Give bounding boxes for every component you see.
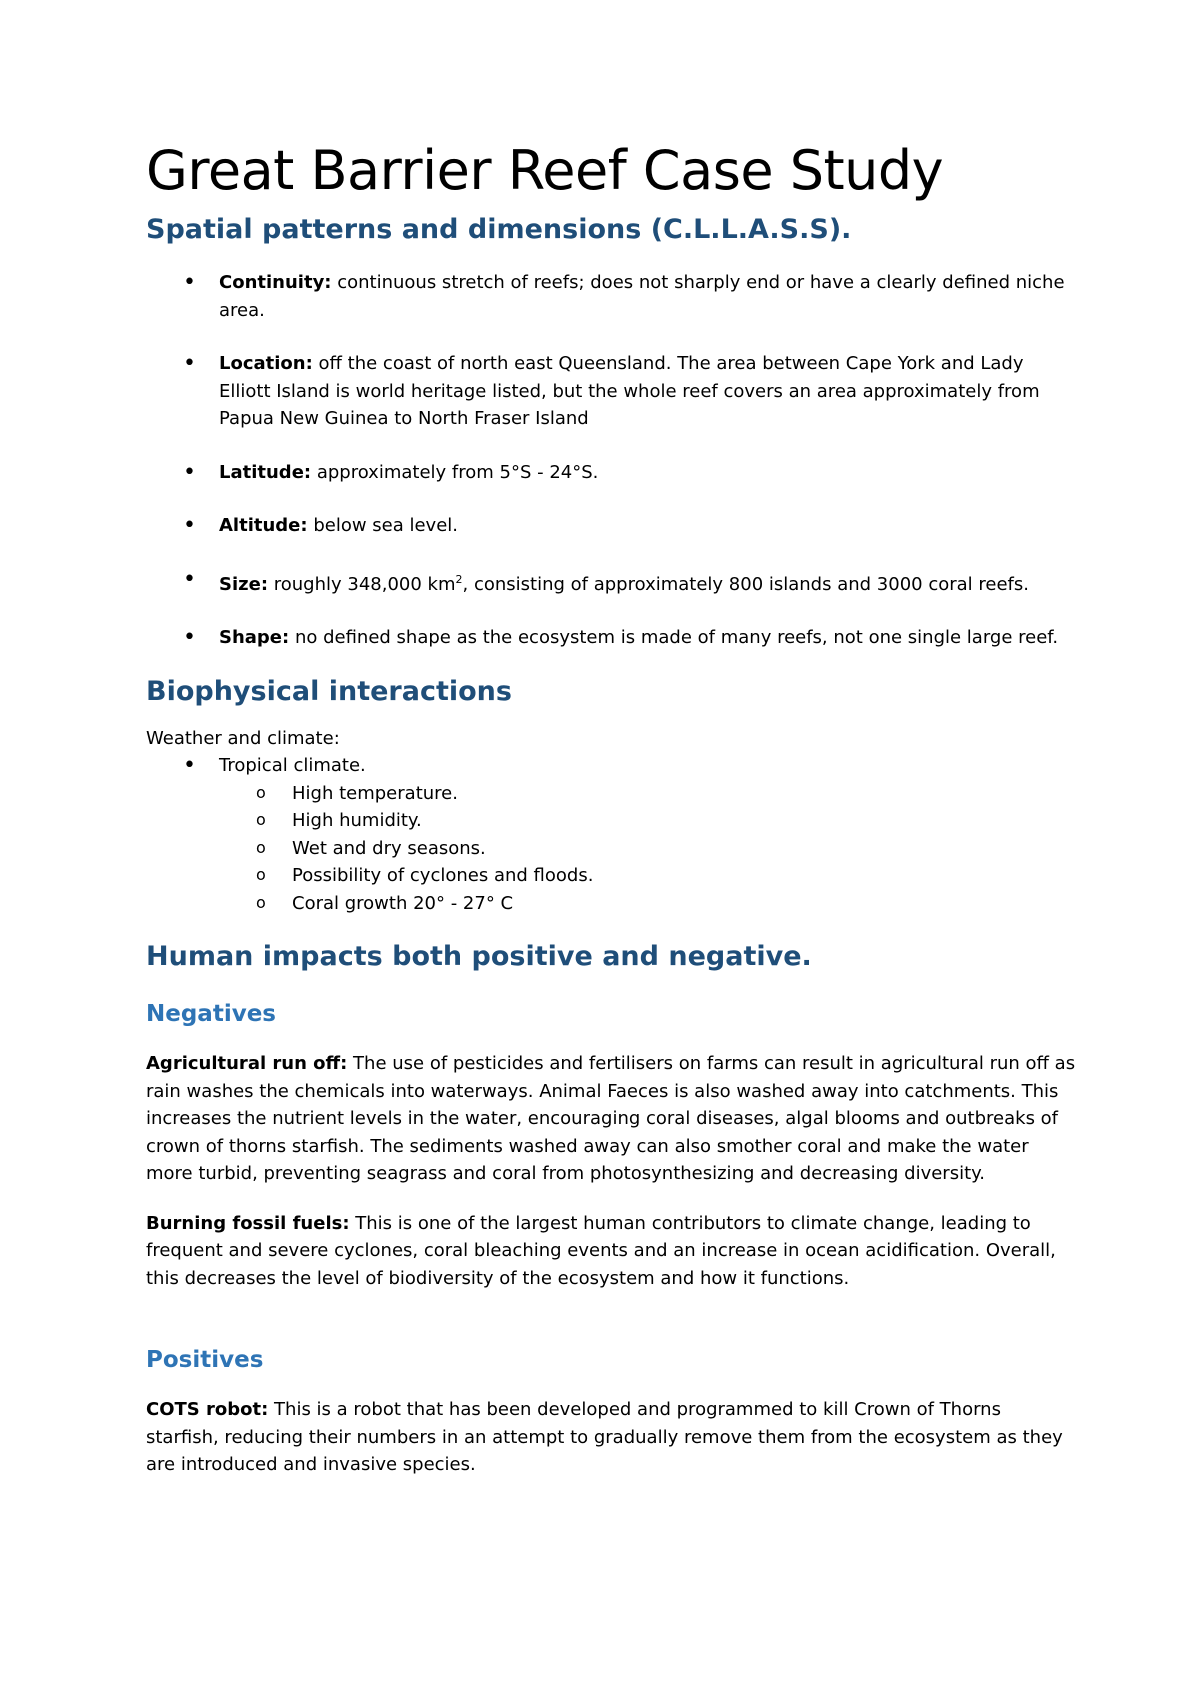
climate-sublist [146, 780, 1076, 918]
document-page [146, 140, 1076, 1479]
list-item: o High humidity. [146, 807, 1076, 835]
paragraph-fossil-fuels: Burning fossil fuels: This is one of the largest human contributors to climate change, leading to frequent and severe cyclones, coral bleaching events and an increase in ocean acidification. Overall, this decreases the level of biodiversity of the ecosystem and how it functions. [146, 1212, 1056, 1289]
list-item: o Wet and dry seasons. [146, 835, 1076, 863]
paragraph-agricultural: Agricultural run off: The use of pesticides and fertilisers on farms can result in agricultural run off as rain washes the chemicals into waterways. Animal Faeces is also washed away into catchments. This increases the nutrient levels in the water, encouraging coral diseases, algal blooms and outbreaks of crown of thorns starfish. The sediments washed away can also smother coral and make the water more turbid, preventing seagrass and coral from photosynthesizing and decreasing diversity. [146, 1053, 1076, 1185]
list-item: • Shape: no defined shape as the ecosystem is made of many reefs, not one single large reef. [146, 624, 1076, 652]
heading-biophysical: Biophysical interactions [146, 675, 512, 707]
document-title: Great Barrier Reef Case Study [146, 139, 944, 202]
heading-positives: Positives [146, 1347, 264, 1374]
list-item: • Altitude: below sea level. [146, 512, 1076, 540]
paragraph-cots-robot: COTS robot: This is a robot that has been developed and programmed to kill Crown of Thorns starfish, reducing their numbers in an attempt to gradually remove them from the ecosystem as they are introduced and invasive species. [146, 1399, 1063, 1476]
list-item: o Possibility of cyclones and floods. [146, 862, 1076, 890]
list-item: o Coral growth 20° - 27° C [146, 890, 1076, 918]
list-item: • Tropical climate. [146, 752, 1076, 780]
list-item: • Size: roughly 348,000 $km^2$, consisting of approximately 800 islands and 3000 coral reefs. [146, 566, 1076, 599]
climate-list [146, 752, 1076, 780]
heading-human-impacts: Human impacts both positive and negative. [146, 941, 812, 973]
heading-spatial: Spatial patterns and dimensions (C.L.L.A.S.S). [146, 214, 852, 246]
list-item: • Latitude: approximately from 5°S - 24°S. [146, 459, 1076, 487]
list-item: • Location: off the coast of north east Queensland. The area between Cape York and Lady Elliott Island is world heritage listed, but the whole reef covers an area approximately from Papua New Guinea to North Fraser Island [146, 350, 1076, 433]
list-item: o High temperature. [146, 780, 1076, 808]
spatial-list [146, 269, 1076, 652]
list-item: • Continuity: continuous stretch of reefs; does not sharply end or have a clearly defined niche area. [146, 269, 1076, 324]
heading-negatives: Negatives [146, 1001, 276, 1028]
weather-intro: Weather and climate: [146, 727, 340, 749]
